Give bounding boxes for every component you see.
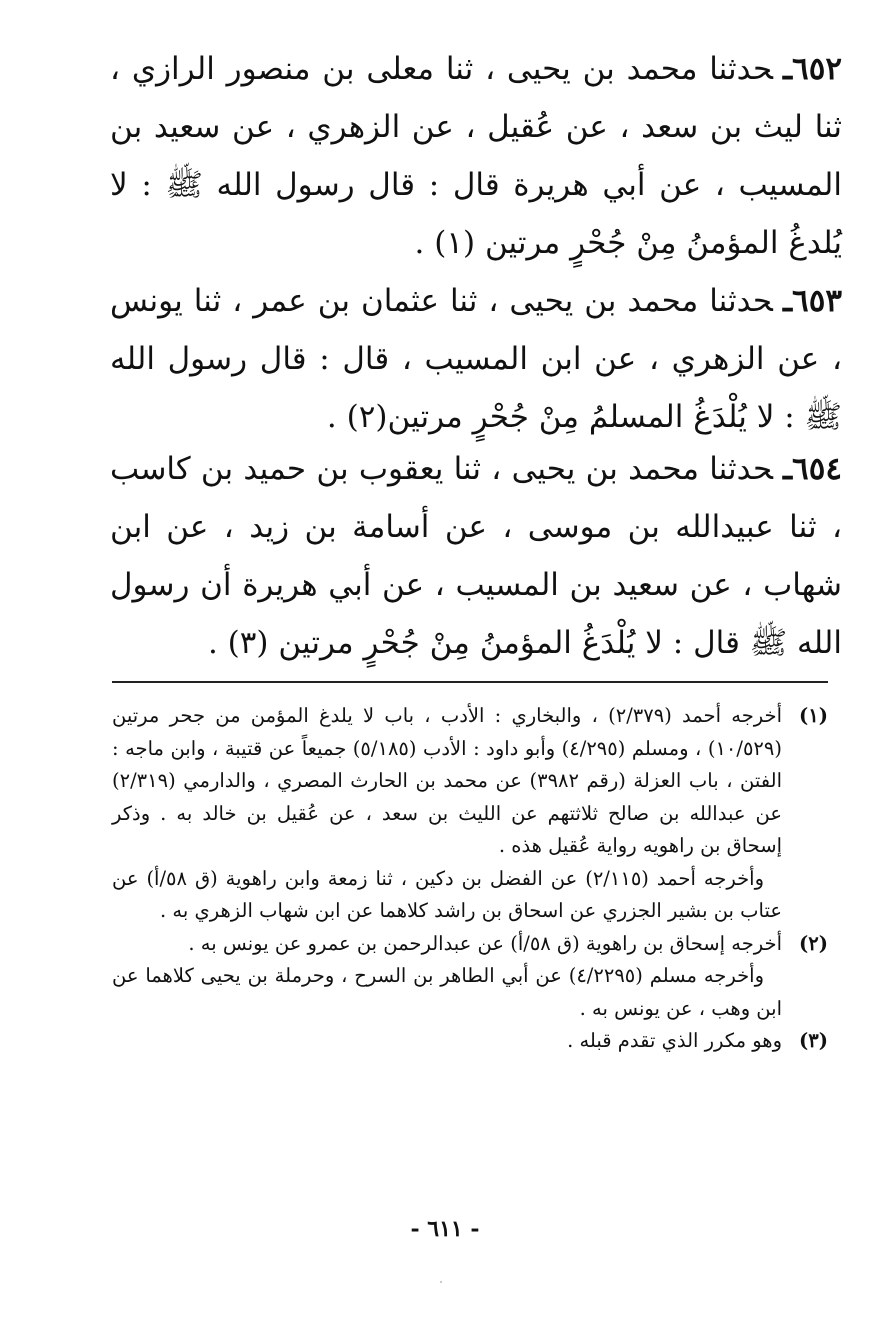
hadith-number: ٦٥٣ـ — [782, 283, 842, 319]
hadith-652 — [110, 40, 842, 272]
footnotes — [112, 700, 828, 1058]
hadith-number: ٦٥٤ـ — [782, 451, 842, 487]
footnote-paragraph: أخرجه إسحاق بن راهوية (ق ٥٨/أ) عن عبدالرحمن بن عمرو عن يونس به . — [188, 931, 782, 955]
hadith-text: حدثنا محمد بن يحيى ، ثنا عثمان بن عمر ، ثنا يونس ، عن الزهري ، عن ابن المسيب ، قال : قال رسول الله ﷺ : لا يُلْدَغُ المسلمُ مِنْ جُحْرٍ مرتين(٢) . — [110, 283, 842, 435]
footnote-2 — [112, 928, 828, 1026]
hadith-653 — [110, 272, 842, 446]
print-speck — [440, 1281, 442, 1283]
footnote-3 — [112, 1025, 828, 1058]
footnote-paragraph: وأخرجه مسلم (٤/٢٢٩٥) عن أبي الطاهر بن السرح ، وحرملة بن يحيى كلاهما عن ابن وهب ، عن يونس به . — [112, 964, 782, 1020]
hadith-654 — [110, 440, 842, 672]
hadith-number: ٦٥٢ـ — [782, 51, 842, 87]
footnote-marker: (١) — [799, 704, 828, 727]
hadith-text: حدثنا محمد بن يحيى ، ثنا يعقوب بن حميد بن كاسب ، ثنا عبيدالله بن موسى ، عن أسامة بن زيد ، عن ابن شهاب ، عن سعيد بن المسيب ، عن أبي هريرة أن رسول الله ﷺ قال : لا يُلْدَغُ المؤمنُ مِنْ جُحْرٍ مرتين (٣) . — [110, 451, 842, 661]
footnote-paragraph: أخرجه أحمد (٢/٣٧٩) ، والبخاري : الأدب ، باب لا يلدغ المؤمن من جحر مرتين (١٠/٥٢٩) ، ومسلم (٤/٢٩٥) وأبو داود : الأدب (٥/١٨٥) جميعاً عن قتيبة ، وابن ماجه : الفتن ، باب العزلة (رقم ٣٩٨٢) عن محمد بن الحارث المصري ، والدارمي (٢/٣١٩) عن عبدالله بن صالح ثلاثتهم عن الليث بن سعد ، عن عُقيل بن خالد به . وذكر إسحاق بن راهويه رواية عُقيل هذه . — [112, 704, 782, 857]
footnote-1 — [112, 700, 828, 928]
page-number: - ٦١١ - — [410, 1216, 480, 1242]
footnote-paragraph: وهو مكرر الذي تقدم قبله . — [567, 1029, 782, 1052]
footnote-separator — [112, 681, 828, 683]
hadith-text: حدثنا محمد بن يحيى ، ثنا معلى بن منصور الرازي ، ثنا ليث بن سعد ، عن عُقيل ، عن الزهري ، عن سعيد بن المسيب ، عن أبي هريرة قال : قال رسول الله ﷺ : لا يُلدغُ المؤمنُ مِنْ جُحْرٍ مرتين (١) . — [110, 51, 842, 261]
footnote-paragraph: وأخرجه أحمد (٢/١١٥) عن الفضل بن دكين ، ثنا زمعة وابن راهوية (ق ٥٨/أ) عن عتاب بن بشير الجزري عن اسحاق بن راشد كلاهما عن ابن شهاب الزهري به . — [112, 866, 782, 922]
footnote-marker: (٣) — [799, 1029, 828, 1052]
footnote-marker: (٢) — [799, 931, 828, 955]
